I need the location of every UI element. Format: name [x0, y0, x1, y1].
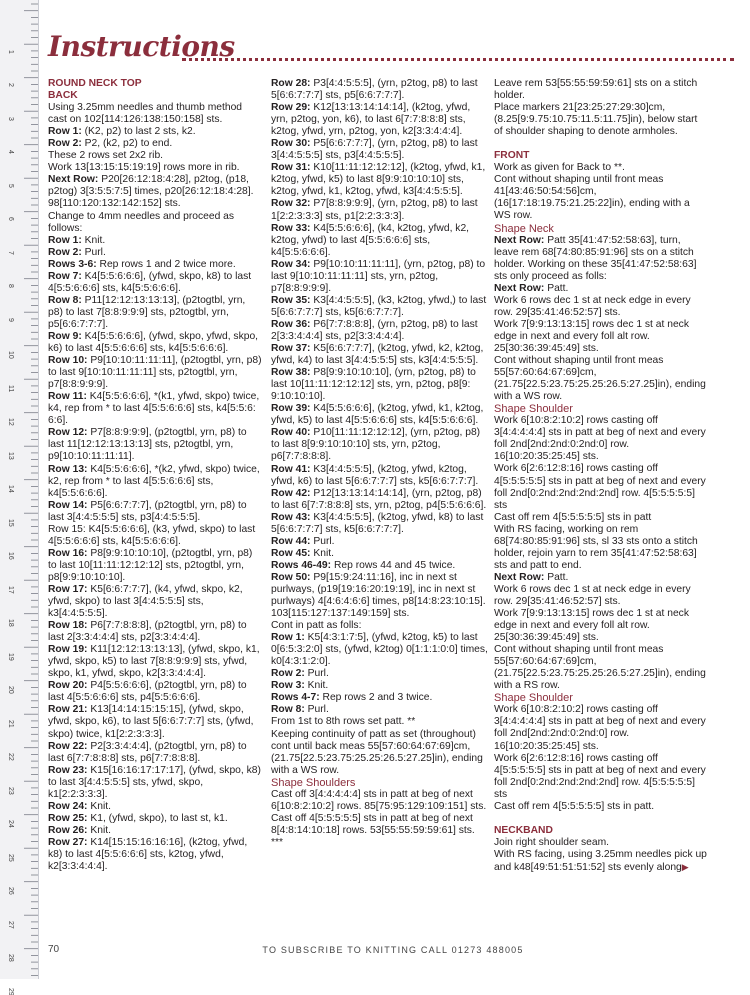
instruction-line: [48, 584, 262, 620]
row-label: Row 17:: [48, 584, 87, 595]
instruction-line: [48, 138, 262, 150]
row-text: K4[5:5:6:6:6], (yfwd, skpo, yfwd, skpo, k6) to last 4[5:5:6:6:6] sts, k4[5:5:6:6:6].: [48, 331, 258, 354]
row-label: Rows 4-7:: [271, 692, 320, 703]
row-text: P2, (k2, p2) to end.: [82, 138, 172, 149]
row-text: Using 3.25mm needles and thumb method cast on 102[114:126:138:150:158] sts.: [48, 102, 242, 125]
row-text: Work 6[2:6:12:8:16] rows casting off 4[5:5:5:5:5] sts in patt at beg of next and every foll 2nd[0:2nd:2nd:2nd:2nd] row. 4[5:5:5:5:5] sts: [494, 753, 706, 800]
ruler-number: 14: [7, 485, 14, 493]
instruction-line: [48, 126, 262, 138]
row-text: Purl.: [305, 704, 329, 715]
row-text: K13[14:14:15:15:15], (yfwd, skpo, yfwd, skpo, k6), to last 5[6:6:7:7:7] sts, (yfwd, skpo) twice, k1[2:2:3:3:3].: [48, 704, 253, 739]
instruction-line: [48, 813, 262, 825]
row-label: Row 1:: [48, 235, 82, 246]
row-label: Row 31:: [271, 162, 310, 173]
row-text: Cont without shaping until front meas 55[57:60:64:67:69]cm, (21.75[22.5:23.75:25.25:26.5:27.25]in), ending with a WS row.: [494, 355, 706, 402]
row-label: Row 12:: [48, 427, 87, 438]
instruction-line: [48, 548, 262, 584]
row-label: Row 43:: [271, 512, 310, 523]
instruction-line: [48, 355, 262, 391]
row-text: Work 6 rows dec 1 st at neck edge in every row. 29[35:41:46:52:57] sts.: [494, 584, 691, 607]
ruler-number: 18: [7, 619, 14, 627]
instruction-line: [48, 427, 262, 463]
instruction-line: [271, 548, 489, 560]
row-text: Shape Shoulder: [494, 692, 573, 704]
section-heading: [494, 150, 708, 162]
ruler-number: 28: [7, 954, 14, 962]
instruction-line: [48, 741, 262, 765]
instruction-line: [271, 223, 489, 259]
instruction-line: [48, 524, 262, 548]
row-text: P5[6:6:7:7:7], (yrn, p2tog, p8) to last 3[4:4:5:5:5] sts, p3[4:4:5:5:5].: [271, 138, 478, 161]
instruction-line: [271, 488, 489, 512]
row-label: Next Row:: [494, 235, 544, 246]
instruction-line: [494, 283, 708, 295]
row-label: Row 16:: [48, 548, 87, 559]
instruction-line: [48, 825, 262, 837]
instruction-line: [48, 235, 262, 247]
row-text: K3[4:4:5:5:5], (k3, k2tog, yfwd,) to last 5[6:6:7:7:7] sts, k5[6:6:7:7:7].: [271, 295, 486, 318]
instruction-line: [48, 644, 262, 680]
row-text: Change to 4mm needles and proceed as follows:: [48, 211, 234, 234]
instruction-line: [494, 78, 708, 102]
ruler-number: 19: [7, 653, 14, 661]
row-label: Row 21:: [48, 704, 87, 715]
row-text: P10[11:11:12:12:12], (yrn, p2tog, p8) to last 8[9:9:10:10:10] sts, yrn, p2tog, p6[7:7:8:8:8].: [271, 427, 480, 462]
row-text: Patt.: [544, 283, 568, 294]
row-label: Row 36:: [271, 319, 310, 330]
instruction-line: [271, 837, 489, 849]
row-label: Row 45:: [271, 548, 310, 559]
row-label: Row 8:: [48, 295, 82, 306]
instruction-line: [271, 512, 489, 536]
row-label: Row 27:: [48, 837, 87, 848]
ruler-number: 16: [7, 552, 14, 560]
instruction-line: [48, 680, 262, 704]
ruler-number: 10: [7, 351, 14, 359]
row-text: Cont in patt as folls:: [271, 620, 361, 631]
instruction-line: [494, 355, 708, 403]
instruction-line: [271, 162, 489, 198]
row-text: Knit.: [305, 680, 328, 691]
row-label: Row 39:: [271, 403, 310, 414]
row-text: Cont without shaping until front meas 41[43:46:50:54:56]cm, (16[17:18:19.75:21.25:22]in), ending with a WS row.: [494, 174, 690, 221]
ruler-number: 8: [7, 284, 14, 288]
instruction-line: [494, 584, 708, 608]
row-label: Row 25:: [48, 813, 87, 824]
row-text: Work as given for Back to **.: [494, 162, 625, 173]
row-text: K14[15:15:16:16:16], (k2tog, yfwd, k8) to last 4[5:5:6:6:6] sts, k2tog, yfwd, k2[3:3:4:4:4].: [48, 837, 247, 872]
row-text: (K2, p2) to last 2 sts, k2.: [82, 126, 196, 137]
row-text: Shape Shoulders: [271, 777, 355, 789]
row-label: Next Row:: [48, 174, 98, 185]
instruction-line: [494, 512, 708, 524]
instruction-line: [48, 150, 262, 162]
ruler-number: 2: [7, 83, 14, 87]
ruler-number: 21: [7, 720, 14, 728]
row-text: Shape Neck: [494, 223, 554, 235]
row-label: Row 23:: [48, 765, 87, 776]
ruler-number: 13: [7, 452, 14, 460]
row-text: P7[8:8:9:9:9], (yrn, p2tog, p8) to last 1[2:2:3:3:3] sts, p1[2:2:3:3:3].: [271, 198, 478, 221]
row-text: K5[4:3:1:7:5], (yfwd, k2tog, k5) to last 0[6:5:3:2:0] sts, (yfwd, k2tog) 0[1:1:1:0:0] times, k0[4:3:1:2:0].: [271, 632, 488, 667]
row-text: K5[6:6:7:7:7], (k2tog, yfwd, k2, k2tog, yfwd, k4) to last 3[4:4:5:5:5] sts, k3[4:4:5:5:5].: [271, 343, 483, 366]
instruction-line: [271, 102, 489, 138]
row-text: Row 15: K4[5:5:6:6:6], (k3, yfwd, skpo) to last 4[5:5:6:6:6] sts, k4[5:5:6:6:6].: [48, 524, 255, 547]
row-text: From 1st to 8th rows set patt. **: [271, 716, 415, 727]
row-text: P4[5:5:6:6:6], (p2togtbl, yrn, p8) to last 4[5:5:6:6:6] sts, p4[5:5:6:6:6].: [48, 680, 247, 703]
instruction-line: [271, 716, 489, 728]
row-text: Knit.: [310, 548, 333, 559]
instruction-line: [48, 198, 262, 210]
row-text: Patt.: [544, 572, 568, 583]
row-text: 98[110:120:132:142:152] sts.: [48, 198, 181, 209]
row-text: Work 6[10:8:2:10:2] rows casting off 3[4:4:4:4:4] sts in patt at beg of next and every foll 2nd[2nd:2nd:0:2nd:0] row. 16[10:20:35:25:45] sts.: [494, 415, 706, 462]
ruler-number: 20: [7, 686, 14, 694]
row-text: Cont without shaping until front meas 55[57:60:64:67:69]cm, (21.75[22.5:23.75:25.25:26.5:27.25]in), ending with a RS row.: [494, 644, 706, 691]
instruction-line: [494, 837, 708, 849]
row-text: Work 13[13:15:15:19:19] rows more in rib.: [48, 162, 240, 173]
row-text: K10[11:11:12:12:12], (k2tog, yfwd, k1, k2tog, yfwd, k5) to last 8[9:9:10:10:10] sts, k2tog, yfwd, k1, k2tog, yfwd, k3[4:4:5:5:5].: [271, 162, 485, 197]
row-text: K15[16:16:17:17:17], (yfwd, skpo, k8) to last 3[4:4:5:5:5] sts, yfwd, skpo, k1[2:2:3:3:3].: [48, 765, 261, 800]
instruction-line: [494, 415, 708, 463]
instruction-line: [271, 259, 489, 295]
instruction-line: [494, 524, 708, 572]
instruction-line: [271, 668, 489, 680]
instruction-line: [48, 620, 262, 644]
row-text: P12[13:13:14:14:14], (yrn, p2tog, p8) to last 6[7:7:8:8:8] sts, yrn, p2tog, p4[5:5:6:6:6].: [271, 488, 486, 511]
instruction-line: [494, 849, 708, 874]
row-text: K4[5:5:6:6:6], *(k1, yfwd, skpo) twice, k4, rep from * to last 4[5:5:6:6:6] sts, k4[5:5:6: 6:6].: [48, 391, 259, 426]
instruction-line: [271, 78, 489, 102]
instruction-line: [48, 295, 262, 331]
spacer: [494, 813, 708, 825]
row-text: P2[3:3:4:4:4], (p2togtbl, yrn, p8) to last 6[7:7:8:8:8] sts, p6[7:7:8:8:8].: [48, 741, 247, 764]
row-text: BACK: [48, 90, 78, 101]
row-label: Row 2:: [48, 138, 82, 149]
row-label: Next Row:: [494, 572, 544, 583]
instruction-line: [271, 704, 489, 716]
row-text: K4[5:5:6:6:6], (k4, k2tog, yfwd, k2, k2tog, yfwd) to last 4[5:5:6:6:6] sts, k4[5:5:6:6:6].: [271, 223, 469, 258]
row-label: Row 37:: [271, 343, 310, 354]
row-label: Row 34:: [271, 259, 310, 270]
ruler-number: 7: [7, 251, 14, 255]
row-label: Row 18:: [48, 620, 87, 631]
instruction-line: [271, 680, 489, 692]
row-text: Cast off 3[4:4:4:4:4] sts in patt at beg of next 6[10:8:2:10:2] rows. 85[75:95:129:109:151] sts. Cast off 4[5:5:5:5:5] sts in patt at beg of next 8[4:8:14:10:18] rows. 53[55:55:59:59:61] sts.: [271, 789, 486, 836]
row-text: P11[12:12:13:13:13], (p2togtbl, yrn, p8) to last 7[8:8:9:9:9] sts, p2togtbl, yrn, p5[6:6:7:7:7].: [48, 295, 245, 330]
row-text: P9[10:10:11:11:11], (p2togtbl, yrn, p8) to last 9[10:10:11:11:11] sts, p2togtbl, yrn, p7[8:8:9:9:9].: [48, 355, 262, 390]
row-label: Row 50:: [271, 572, 310, 583]
subscribe-line: TO SUBSCRIBE TO KNITTING CALL 01273 488005: [48, 945, 738, 955]
row-label: Row 26:: [48, 825, 87, 836]
instruction-line: [494, 753, 708, 801]
instruction-line: [494, 704, 708, 752]
instruction-line: [48, 704, 262, 740]
section-heading: [271, 777, 489, 789]
spacer: [494, 138, 708, 150]
ruler-number: 26: [7, 887, 14, 895]
ruler-number: 6: [7, 217, 14, 221]
row-text: With RS facing, working on rem 68[74:80:85:91:96] sts, sl 33 sts onto a stitch holder, rejoin yarn to rem 35[41:47:52:58:63] sts and patt to end.: [494, 524, 698, 571]
instruction-line: [271, 620, 489, 632]
instruction-line: [494, 162, 708, 174]
row-text: Shape Shoulder: [494, 403, 573, 415]
instruction-line: [494, 295, 708, 319]
row-label: Row 13:: [48, 464, 87, 475]
row-text: K1, (yfwd, skpo), to last st, k1.: [87, 813, 227, 824]
instruction-line: [271, 198, 489, 222]
instruction-line: [48, 801, 262, 813]
row-label: Row 40:: [271, 427, 310, 438]
row-text: Leave rem 53[55:55:59:59:61] sts on a stitch holder.: [494, 78, 697, 101]
row-label: Row 10:: [48, 355, 87, 366]
instruction-line: [48, 271, 262, 295]
row-label: Row 30:: [271, 138, 310, 149]
row-label: Row 7:: [48, 271, 82, 282]
instruction-line: [271, 692, 489, 704]
instruction-line: [271, 319, 489, 343]
row-text: Work 6[10:8:2:10:2] rows casting off 3[4:4:4:4:4] sts in patt at beg of next and every foll 2nd[2nd:2nd:0:2nd:0] row. 16[10:20:35:25:45] sts.: [494, 704, 706, 751]
ruler-number: 22: [7, 753, 14, 761]
instruction-line: [271, 295, 489, 319]
row-text: Work 6[2:6:12:8:16] rows casting off 4[5:5:5:5:5] sts in patt at beg of next and every foll 2nd[0:2nd:2nd:2nd:2nd] row. 4[5:5:5:5:5] sts: [494, 463, 706, 510]
ruler-number: 15: [7, 519, 14, 527]
row-text: K11[12:12:13:13:13], (yfwd, skpo, k1, yfwd, skpo, k5) to last 7[8:8:9:9:9] sts, yfwd, skpo, k1, yfwd, skpo, k2[3:3:4:4:4].: [48, 644, 260, 679]
section-heading: [48, 78, 262, 90]
row-label: Row 11:: [48, 391, 87, 402]
row-label: Row 14:: [48, 500, 87, 511]
ruler-number: 3: [7, 117, 14, 121]
row-text: K3[4:4:5:5:5], (k2tog, yfwd, k2tog, yfwd, k6) to last 5[6:6:7:7:7] sts, k5[6:6:7:7:7].: [271, 464, 478, 487]
instruction-line: [48, 464, 262, 500]
row-label: Row 1:: [48, 126, 82, 137]
instruction-line: [271, 536, 489, 548]
instruction-line: [48, 765, 262, 801]
section-heading: [494, 825, 708, 837]
row-label: Row 1:: [271, 632, 305, 643]
row-label: Row 22:: [48, 741, 87, 752]
instruction-line: [494, 801, 708, 813]
row-text: K4[5:5:6:6:6], (k2tog, yfwd, k1, k2tog, yfwd, k5) to last 4[5:5:6:6:6] sts, k4[5:5:6:6:6].: [271, 403, 483, 426]
row-label: Row 2:: [271, 668, 305, 679]
row-label: Row 29:: [271, 102, 310, 113]
row-text: These 2 rows set 2x2 rib.: [48, 150, 163, 161]
row-text: K5[6:6:7:7:7], (k4, yfwd, skpo, k2, yfwd, skpo) to last 3[4:4:5:5:5] sts, k3[4:4:5:5:5].: [48, 584, 243, 619]
row-label: Row 20:: [48, 680, 87, 691]
section-heading: [48, 90, 262, 102]
instruction-line: [494, 102, 708, 138]
row-text: FRONT: [494, 150, 529, 161]
page-number: 70: [48, 944, 59, 955]
instruction-line: [271, 572, 489, 620]
instruction-line: [48, 331, 262, 355]
column-3: [494, 78, 708, 874]
row-text: Work 6 rows dec 1 st at neck edge in every row. 29[35:41:46:52:57] sts.: [494, 295, 691, 318]
instruction-line: [271, 560, 489, 572]
row-text: ROUND NECK TOP: [48, 78, 142, 89]
instruction-line: [271, 729, 489, 777]
instruction-line: [48, 391, 262, 427]
ruler-number: 12: [7, 418, 14, 426]
row-text: P5[6:6:7:7:7], (p2togtbl, yrn, p8) to last 3[4:4:5:5:5] sts, p3[4:4:5:5:5].: [48, 500, 247, 523]
instruction-line: [271, 632, 489, 668]
ruler-margin: [0, 0, 39, 979]
ruler-number: 5: [7, 184, 14, 188]
row-text: K4[5:5:6:6:6], (yfwd, skpo, k8) to last 4[5:5:6:6:6] sts, k4[5:5:6:6:6].: [48, 271, 251, 294]
row-text: P3[4:4:5:5:5], (yrn, p2tog, p8) to last 5[6:6:7:7:7] sts, p5[6:6:7:7:7].: [271, 78, 478, 101]
instruction-line: [48, 211, 262, 235]
continue-arrow-icon: ▶: [682, 862, 689, 872]
row-text: P20[26:12:18:4:28], p2tog, (p18, p2tog) 3[3:5:5:7:5] times, p20[26:12:18:4:28].: [48, 174, 254, 197]
row-text: Work 7[9:9:13:13:15] rows dec 1 st at neck edge in next and every foll alt row. 25[30:36:39:45:49] sts.: [494, 319, 689, 354]
row-label: Rows 46-49:: [271, 560, 331, 571]
instruction-line: [271, 403, 489, 427]
instruction-line: [494, 572, 708, 584]
row-label: Next Row:: [494, 283, 544, 294]
ruler-number: 27: [7, 921, 14, 929]
row-label: Row 32:: [271, 198, 310, 209]
row-label: Row 2:: [48, 247, 82, 258]
row-label: Row 8:: [271, 704, 305, 715]
instruction-line: [48, 174, 262, 198]
section-heading: [494, 692, 708, 704]
row-label: Row 24:: [48, 801, 87, 812]
row-text: P6[7:7:8:8:8], (yrn, p2tog, p8) to last 2[3:3:4:4:4] sts, p2[3:3:4:4:4].: [271, 319, 478, 342]
row-label: Row 28:: [271, 78, 310, 89]
row-text: Place markers 21[23:25:27:29:30]cm, (8.25[9:9.75:10.75:11.5:11.75]in), below start of shoulder shaping to denote armholes.: [494, 102, 697, 137]
ruler-number: 9: [7, 318, 14, 322]
row-text: Patt 35[41:47:52:58:63], turn, leave rem 68[74:80:85:91:96] sts on a stitch holder. Working on these 35[41:47:52:58:63] sts only proceed as folls:: [494, 235, 696, 282]
row-text: Cast off rem 4[5:5:5:5:5] sts in patt.: [494, 801, 654, 812]
row-text: P8[9:9:10:10:10], (yrn, p2tog, p8) to last 10[11:11:12:12:12] sts, yrn, p2tog, p8[9: 9:10:10:10].: [271, 367, 476, 402]
row-text: Rep rows 1 and 2 twice more.: [97, 259, 236, 270]
row-text: Knit.: [87, 825, 110, 836]
ruler-number: 24: [7, 820, 14, 828]
instruction-line: [271, 464, 489, 488]
row-text: Knit.: [82, 235, 105, 246]
row-label: Row 44:: [271, 536, 310, 547]
row-label: Rows 3-6:: [48, 259, 97, 270]
ruler-ticks: [0, 0, 38, 979]
instruction-line: [48, 837, 262, 873]
ruler-number: 25: [7, 854, 14, 862]
row-text: Rep rows 44 and 45 twice.: [331, 560, 455, 571]
instruction-line: [48, 500, 262, 524]
instruction-line: [48, 162, 262, 174]
row-text: Work 7[9:9:13:13:15] rows dec 1 st at neck edge in next and every foll alt row. 25[30:36:39:45:49] sts.: [494, 608, 689, 643]
instruction-line: [271, 427, 489, 463]
section-heading: [494, 223, 708, 235]
instruction-line: [494, 608, 708, 644]
page-title: Instructions: [48, 30, 235, 63]
row-label: Row 3:: [271, 680, 305, 691]
instruction-line: [48, 102, 262, 126]
ruler-number: 4: [7, 150, 14, 154]
title-dotted-rule: [182, 58, 734, 61]
row-text: Join right shoulder seam.: [494, 837, 609, 848]
row-text: K3[4:4:5:5:5], (k2tog, yfwd, k8) to last 5[6:6:7:7:7] sts, k5[6:6:7:7:7].: [271, 512, 483, 535]
instruction-line: [494, 463, 708, 511]
instruction-line: [271, 789, 489, 837]
row-text: Knit.: [87, 801, 110, 812]
row-text: With RS facing, using 3.25mm needles pick up and k48[49:51:51:51:52] sts evenly along: [494, 849, 707, 873]
instruction-line: [494, 174, 708, 222]
row-text: P8[9:9:10:10:10], (p2togtbl, yrn, p8) to last 10[11:11:12:12:12] sts, p2togtbl, yrn, p8[9:9:10:10:10].: [48, 548, 252, 583]
ruler-number: 29: [7, 988, 14, 995]
column-2: [271, 78, 489, 849]
row-text: Purl.: [305, 668, 329, 679]
row-label: Row 38:: [271, 367, 310, 378]
row-text: ***: [271, 837, 283, 848]
row-text: Keeping continuity of patt as set (throughout) cont until back meas 55[57:60:64:67:69]cm, (21.75[22.5:23.75:25.25:26.5:27.25]in), ending with a WS row.: [271, 729, 483, 776]
row-text: P9[15:9:24:11:16], inc in next st purlways, (p19[19:16:20:19:19], inc in next st purlways) 4[4:6:4:6:6] times, p8[14:8:23:10:15]. 103[115:127:137:149:159] sts.: [271, 572, 486, 619]
row-label: Row 42:: [271, 488, 310, 499]
row-label: Row 9:: [48, 331, 82, 342]
row-text: P9[10:10:11:11:11], (yrn, p2tog, p8) to last 9[10:10:11:11:11] sts, yrn, p2tog, p7[8:8:9:9:9].: [271, 259, 485, 294]
instruction-line: [494, 644, 708, 692]
row-text: K4[5:5:6:6:6], *(k2, yfwd, skpo) twice, k2, rep from * to last 4[5:5:6:6:6] sts, k4[5:5:6:6:6].: [48, 464, 260, 499]
row-text: Cast off rem 4[5:5:5:5:5] sts in patt: [494, 512, 651, 523]
ruler-number: 11: [7, 385, 14, 392]
row-text: P7[8:8:9:9:9], (p2togtbl, yrn, p8) to last 11[12:12:13:13:13] sts, p2togtbl, yrn, p9[10:10:11:11:11].: [48, 427, 247, 462]
instruction-line: [271, 343, 489, 367]
instruction-line: [48, 259, 262, 271]
row-text: NECKBAND: [494, 825, 553, 836]
column-1: [48, 78, 262, 873]
instruction-line: [271, 138, 489, 162]
section-heading: [494, 403, 708, 415]
instruction-line: [494, 235, 708, 283]
ruler-number: 23: [7, 787, 14, 795]
instruction-line: [494, 319, 708, 355]
row-label: Row 33:: [271, 223, 310, 234]
instruction-line: [48, 247, 262, 259]
row-text: P6[7:7:8:8:8], (p2togtbl, yrn, p8) to last 2[3:3:4:4:4] sts, p2[3:3:4:4:4].: [48, 620, 247, 643]
ruler-number: 1: [7, 50, 14, 54]
row-text: Purl.: [82, 247, 106, 258]
instruction-line: [271, 367, 489, 403]
row-label: Row 35:: [271, 295, 310, 306]
row-text: Rep rows 2 and 3 twice.: [320, 692, 433, 703]
row-label: Row 41:: [271, 464, 310, 475]
ruler-number: 17: [7, 586, 14, 594]
row-text: K12[13:13:14:14:14], (k2tog, yfwd, yrn, p2tog, yon, k6), to last 6[7:7:8:8:8] sts, k2tog, yfwd, yrn, p2tog, yon, k2[3:3:4:4:4].: [271, 102, 470, 137]
row-text: Purl.: [310, 536, 334, 547]
row-label: Row 19:: [48, 644, 87, 655]
